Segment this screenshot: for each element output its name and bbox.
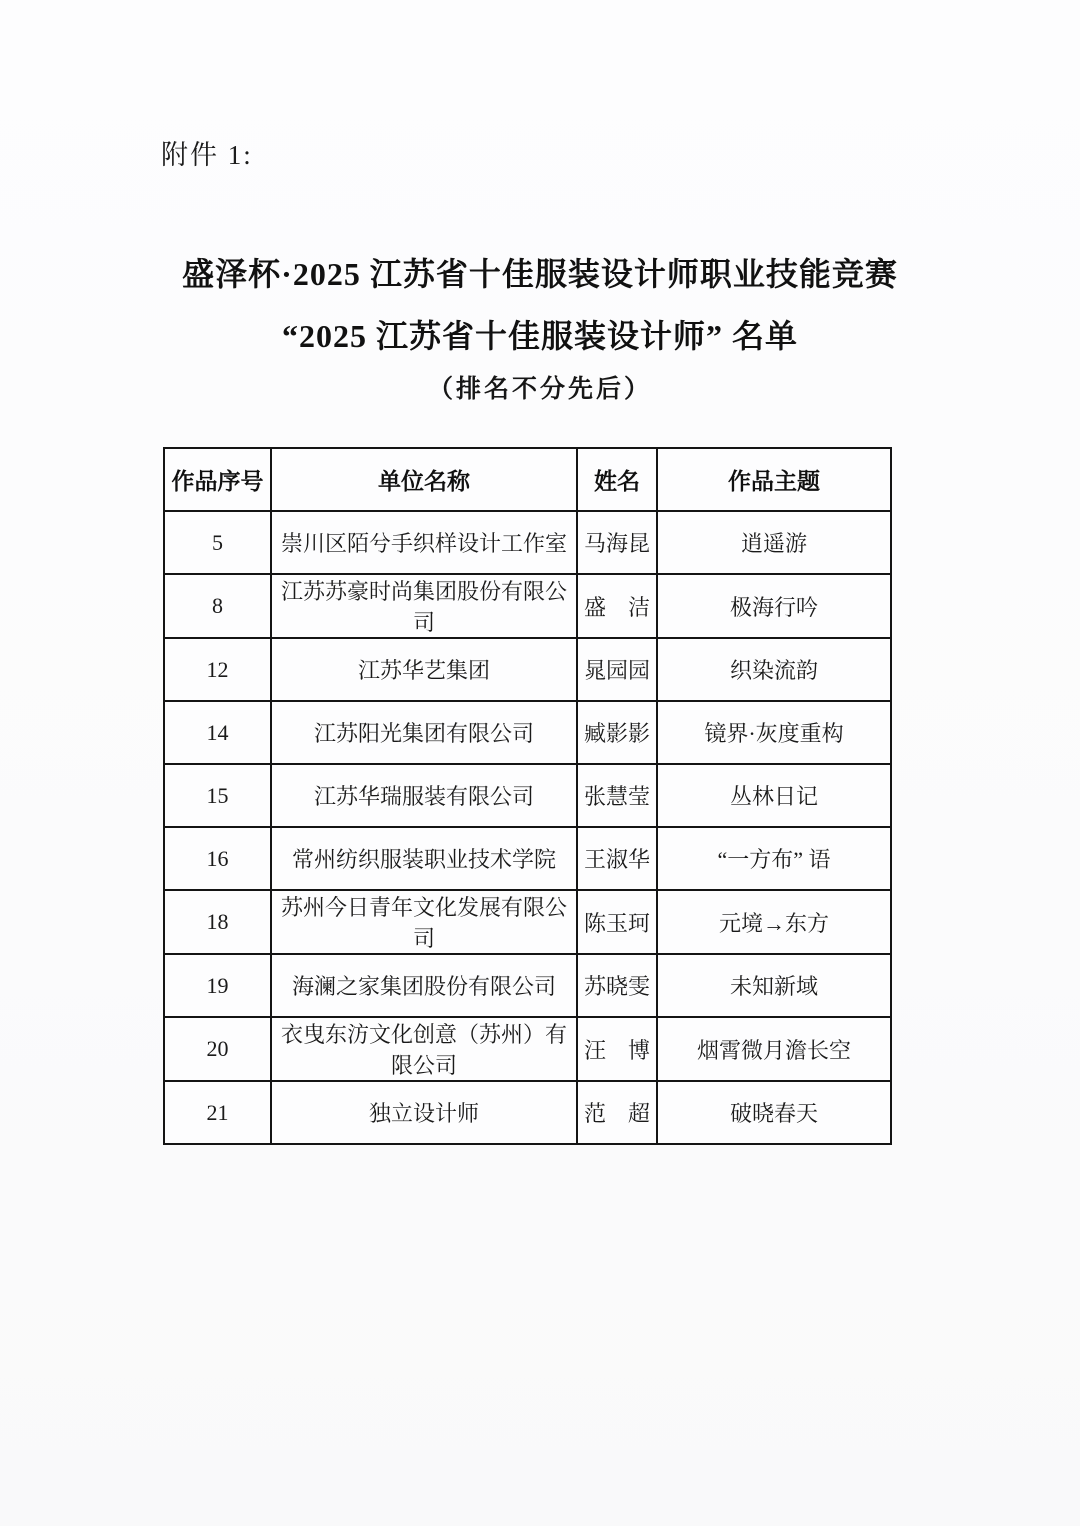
cell-work-theme: 丛林日记 — [657, 764, 891, 827]
cell-work-theme: “一方布” 语 — [657, 827, 891, 890]
cell-work-number: 12 — [164, 638, 271, 701]
table-header-row — [164, 448, 891, 511]
table-row — [164, 511, 891, 574]
table-row — [164, 827, 891, 890]
cell-person-name: 汪 博 — [577, 1017, 657, 1081]
cell-work-theme: 破晓春天 — [657, 1081, 891, 1144]
cell-work-theme: 镜界·灰度重构 — [657, 701, 891, 764]
cell-work-theme: 织染流韵 — [657, 638, 891, 701]
designers-roster-table — [163, 447, 892, 1145]
table-row — [164, 1081, 891, 1144]
cell-unit-name: 独立设计师 — [271, 1081, 577, 1144]
cell-unit-name: 江苏苏豪时尚集团股份有限公司 — [271, 574, 577, 638]
cell-unit-name: 苏州今日青年文化发展有限公司 — [271, 890, 577, 954]
table-row — [164, 954, 891, 1017]
cell-unit-name: 常州纺织服装职业技术学院 — [271, 827, 577, 890]
cell-unit-name: 衣曳东汸文化创意（苏州）有限公司 — [271, 1017, 577, 1081]
cell-work-number: 5 — [164, 511, 271, 574]
cell-work-number: 21 — [164, 1081, 271, 1144]
cell-unit-name: 江苏华艺集团 — [271, 638, 577, 701]
attachment-label: 附件 1: — [161, 140, 253, 170]
cell-person-name: 盛 洁 — [577, 574, 657, 638]
header-person-name: 姓名 — [577, 448, 657, 511]
cell-work-number: 15 — [164, 764, 271, 827]
table-row — [164, 701, 891, 764]
cell-person-name: 范 超 — [577, 1081, 657, 1144]
cell-person-name: 马海昆 — [577, 511, 657, 574]
document-subtitle: （排名不分先后） — [427, 376, 652, 403]
cell-unit-name: 江苏阳光集团有限公司 — [271, 701, 577, 764]
cell-work-number: 20 — [164, 1017, 271, 1081]
cell-unit-name: 江苏华瑞服装有限公司 — [271, 764, 577, 827]
document-title-line1: 盛泽杯·2025 江苏省十佳服装设计师职业技能竞赛 — [182, 256, 898, 292]
cell-work-theme: 极海行吟 — [657, 574, 891, 638]
cell-unit-name: 崇川区陌兮手织样设计工作室 — [271, 511, 577, 574]
cell-work-theme: 逍遥游 — [657, 511, 891, 574]
cell-person-name: 苏晓雯 — [577, 954, 657, 1017]
cell-person-name: 晁园园 — [577, 638, 657, 701]
table-row — [164, 764, 891, 827]
cell-unit-name: 海澜之家集团股份有限公司 — [271, 954, 577, 1017]
cell-work-theme: 元境→东方 — [657, 890, 891, 954]
header-work-theme: 作品主题 — [657, 448, 891, 511]
cell-person-name: 王淑华 — [577, 827, 657, 890]
document-title-line2: “2025 江苏省十佳服装设计师” 名单 — [281, 318, 798, 354]
cell-person-name: 张慧莹 — [577, 764, 657, 827]
cell-work-theme: 烟霄微月澹长空 — [657, 1017, 891, 1081]
cell-work-number: 14 — [164, 701, 271, 764]
cell-work-number: 16 — [164, 827, 271, 890]
table-row — [164, 574, 891, 638]
cell-work-number: 18 — [164, 890, 271, 954]
cell-work-theme: 未知新域 — [657, 954, 891, 1017]
cell-person-name: 陈玉珂 — [577, 890, 657, 954]
cell-work-number: 19 — [164, 954, 271, 1017]
cell-work-number: 8 — [164, 574, 271, 638]
table-row — [164, 890, 891, 954]
cell-person-name: 臧影影 — [577, 701, 657, 764]
table-body — [164, 511, 891, 1144]
header-unit-name: 单位名称 — [271, 448, 577, 511]
table-row — [164, 638, 891, 701]
header-work-number: 作品序号 — [164, 448, 271, 511]
table-row — [164, 1017, 891, 1081]
